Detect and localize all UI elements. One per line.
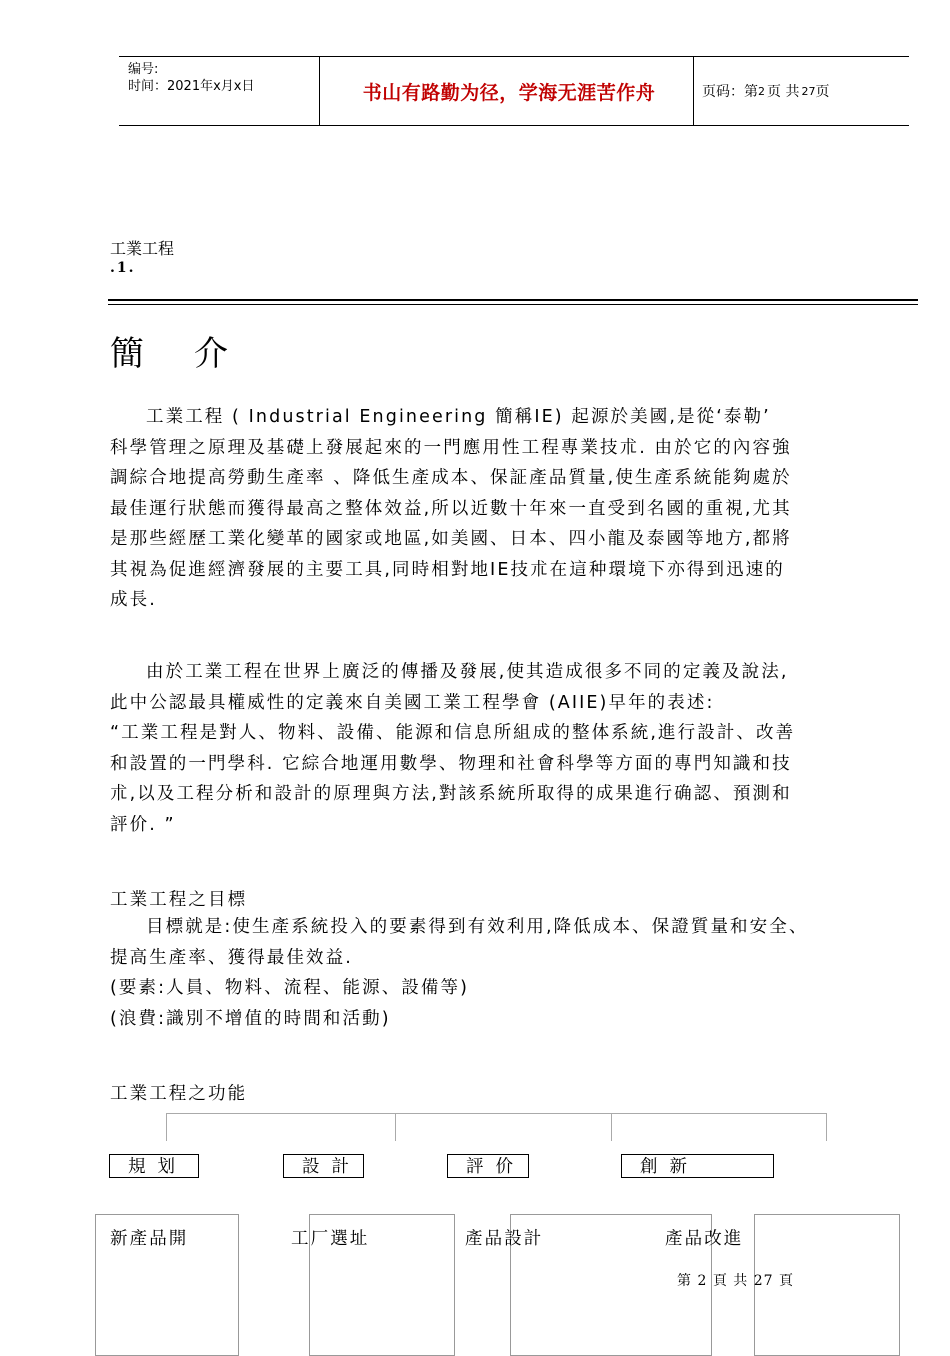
page-title: 簡介 <box>110 334 278 374</box>
text-line: 和設置的一門學科. 它綜合地運用數學、物理和社會科學等方面的專門知識和技 <box>110 753 792 774</box>
footer-suffix: 頁 <box>779 1273 795 1289</box>
footer-prefix: 第 <box>677 1273 692 1289</box>
text-line: 是那些經歷工業化變革的國家或地區,如美國、日本、四小龍及泰國等地方,都將 <box>110 529 792 549</box>
text-line: 科學管理之原理及基礎上發展起來的一門應用性工程專業技朮. 由於它的內容強 <box>110 437 792 458</box>
divider-thick <box>108 299 918 301</box>
footer-number: 2 <box>697 1273 708 1289</box>
text-line: 評价. ” <box>110 814 176 835</box>
text-line: 調綜合地提高勞動生產率 、降低生產成本、保証產品質量,使生產系統能夠處於 <box>110 468 792 488</box>
text-line: “工業工程是對人、物料、設備、能源和信息所組成的整体系統,進行設計、改善 <box>110 723 796 743</box>
definition-paragraph <box>110 657 912 840</box>
text-line: 朮,以及工程分析和設計的原理與方法,對該系統所取得的成果進行确認、預測和 <box>110 784 792 804</box>
page-prefix: 页码：第 <box>702 84 758 100</box>
text-line: 其視為促進經濟發展的主要工具,同時相對地IE技朮在這种環境下亦得到迅速的 <box>110 559 785 580</box>
text-line: (要素:人員、物料、流程、能源、設備等) <box>110 978 470 998</box>
text-line: 工業工程 ( Industrial Engineering 簡稱IE) 起源於美國,是從‘泰勒’ <box>146 407 771 427</box>
tree-connector <box>395 1113 396 1141</box>
header-meta <box>128 61 254 95</box>
header-divider <box>319 57 320 125</box>
page-total: 27 <box>801 84 816 98</box>
function-box-evaluate: 評价 <box>447 1154 529 1178</box>
tree-connector <box>166 1113 167 1141</box>
function-box-innovate: 創新 <box>621 1154 774 1178</box>
function-box-plan: 規划 <box>109 1154 199 1178</box>
text-line: 此中公認最具權威性的定義來自美國工業工程學會 (AIIE)早年的表述: <box>110 692 715 713</box>
number-label: 编号: <box>128 62 159 77</box>
sub-label-product-design: 產品設計 <box>465 1229 544 1249</box>
footer-total: 27 <box>753 1273 774 1289</box>
sub-label-site-selection: 工厂選址 <box>291 1229 370 1249</box>
text-line: 目標就是:使生產系統投入的要素得到有效利用,降低成本、保證質量和安全、 <box>146 917 809 937</box>
function-box-design: 設計 <box>283 1154 364 1178</box>
footer-mid: 頁 共 <box>712 1273 749 1289</box>
text-line: 最佳運行狀態而獲得最高之整体效益,所以近數十年來一直受到名國的重視,尤其 <box>110 498 792 519</box>
section-number: .1. <box>110 260 136 276</box>
text-line: 由於工業工程在世界上廣泛的傳播及發展,使其造成很多不同的定義及說法, <box>146 662 789 682</box>
section-title: 工業工程 <box>110 239 175 258</box>
goal-paragraph <box>110 912 912 1034</box>
goal-heading: 工業工程之目標 <box>110 890 248 910</box>
text-line: 提高生產率、獲得最佳效益. <box>110 947 353 968</box>
tree-connector <box>611 1113 612 1141</box>
sub-label-new-product: 新產品開 <box>110 1229 189 1249</box>
intro-paragraph <box>110 402 912 616</box>
tree-connector <box>166 1113 826 1114</box>
page-suffix: 页 <box>815 84 830 100</box>
text-line: (浪費:識別不增值的時間和活動) <box>110 1008 391 1029</box>
page-footer <box>677 1270 794 1290</box>
page-mid: 页 共 <box>767 84 800 100</box>
header-table <box>119 56 909 126</box>
sub-label-product-improve: 產品改進 <box>665 1229 744 1249</box>
tree-connector <box>826 1113 827 1141</box>
time-label: 时间：2021年x月x日 <box>128 79 255 94</box>
divider-thin <box>108 304 918 305</box>
functions-heading: 工業工程之功能 <box>110 1084 248 1104</box>
page-number: 2 <box>758 84 765 98</box>
text-line: 成長. <box>110 590 157 610</box>
page-counter <box>702 57 829 125</box>
header-motto: 书山有路勤为径，学海无涯苦作舟 <box>362 81 656 104</box>
